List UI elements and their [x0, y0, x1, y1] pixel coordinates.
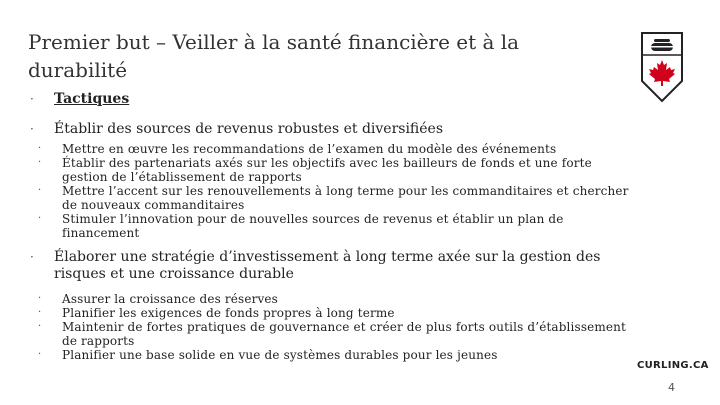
brand-wordmark: CURLING.CA — [637, 360, 709, 371]
list-item — [38, 320, 630, 348]
list-item-text: Assurer la croissance des réserves — [62, 292, 278, 306]
bullet-marker: · — [30, 122, 34, 136]
list-item — [38, 348, 630, 362]
bullet-marker: · — [38, 157, 42, 168]
list-item — [38, 142, 630, 156]
list-item-text: Planifier une base solide en vue de systèmes durables pour les jeunes — [62, 348, 498, 362]
bullet-marker: · — [38, 185, 42, 196]
bullet-marker: · — [38, 143, 42, 154]
curling-canada-logo — [640, 31, 684, 103]
list-item — [38, 212, 630, 240]
list-item — [38, 306, 630, 320]
bullet-marker: · — [38, 213, 42, 224]
slide-title: Premier but – Veiller à la santé financière et à la durabilité — [28, 30, 520, 82]
list-item-text: Mettre en œuvre les recommandations de l’examen du modèle des événements — [62, 142, 557, 156]
list-item-text: Mettre l’accent sur les renouvellements à long terme pour les commanditaires et chercher de nouveaux commanditaires — [62, 184, 629, 212]
tactiques-bullet — [30, 91, 630, 108]
list-item-text: Maintenir de fortes pratiques de gouvernance et créer de plus forts outils d’établissement de rapports — [62, 320, 627, 348]
bullet-marker: · — [30, 250, 34, 264]
list-item — [38, 292, 630, 306]
revenue-sub-list — [30, 142, 630, 240]
bullet-marker: · — [38, 307, 42, 318]
bullet-marker: · — [38, 349, 42, 360]
list-item-text: Planifier les exigences de fonds propres à long terme — [62, 306, 395, 320]
page-number: 4 — [668, 381, 675, 394]
section-heading-revenue — [30, 121, 630, 138]
investment-sub-list — [30, 292, 630, 362]
shield-icon — [640, 31, 684, 103]
list-item — [38, 184, 630, 212]
tactiques-label: Tactiques — [54, 91, 130, 107]
section-heading-text: Établir des sources de revenus robustes et diversifiées — [54, 121, 444, 137]
bullet-marker: · — [30, 92, 34, 106]
section-heading-text: Élaborer une stratégie d’investissement à long terme axée sur la gestion des risques et une croissance durable — [54, 249, 601, 282]
bullet-marker: · — [38, 321, 42, 332]
section-heading-investment — [30, 249, 630, 283]
bullet-marker: · — [38, 293, 42, 304]
list-item — [38, 156, 630, 184]
slide-content — [30, 88, 630, 362]
list-item-text: Stimuler l’innovation pour de nouvelles sources de revenus et établir un plan de financement — [62, 212, 564, 240]
list-item-text: Établir des partenariats axés sur les objectifs avec les bailleurs de fonds et une forte gestion de l’établissement de rapports — [62, 156, 592, 184]
